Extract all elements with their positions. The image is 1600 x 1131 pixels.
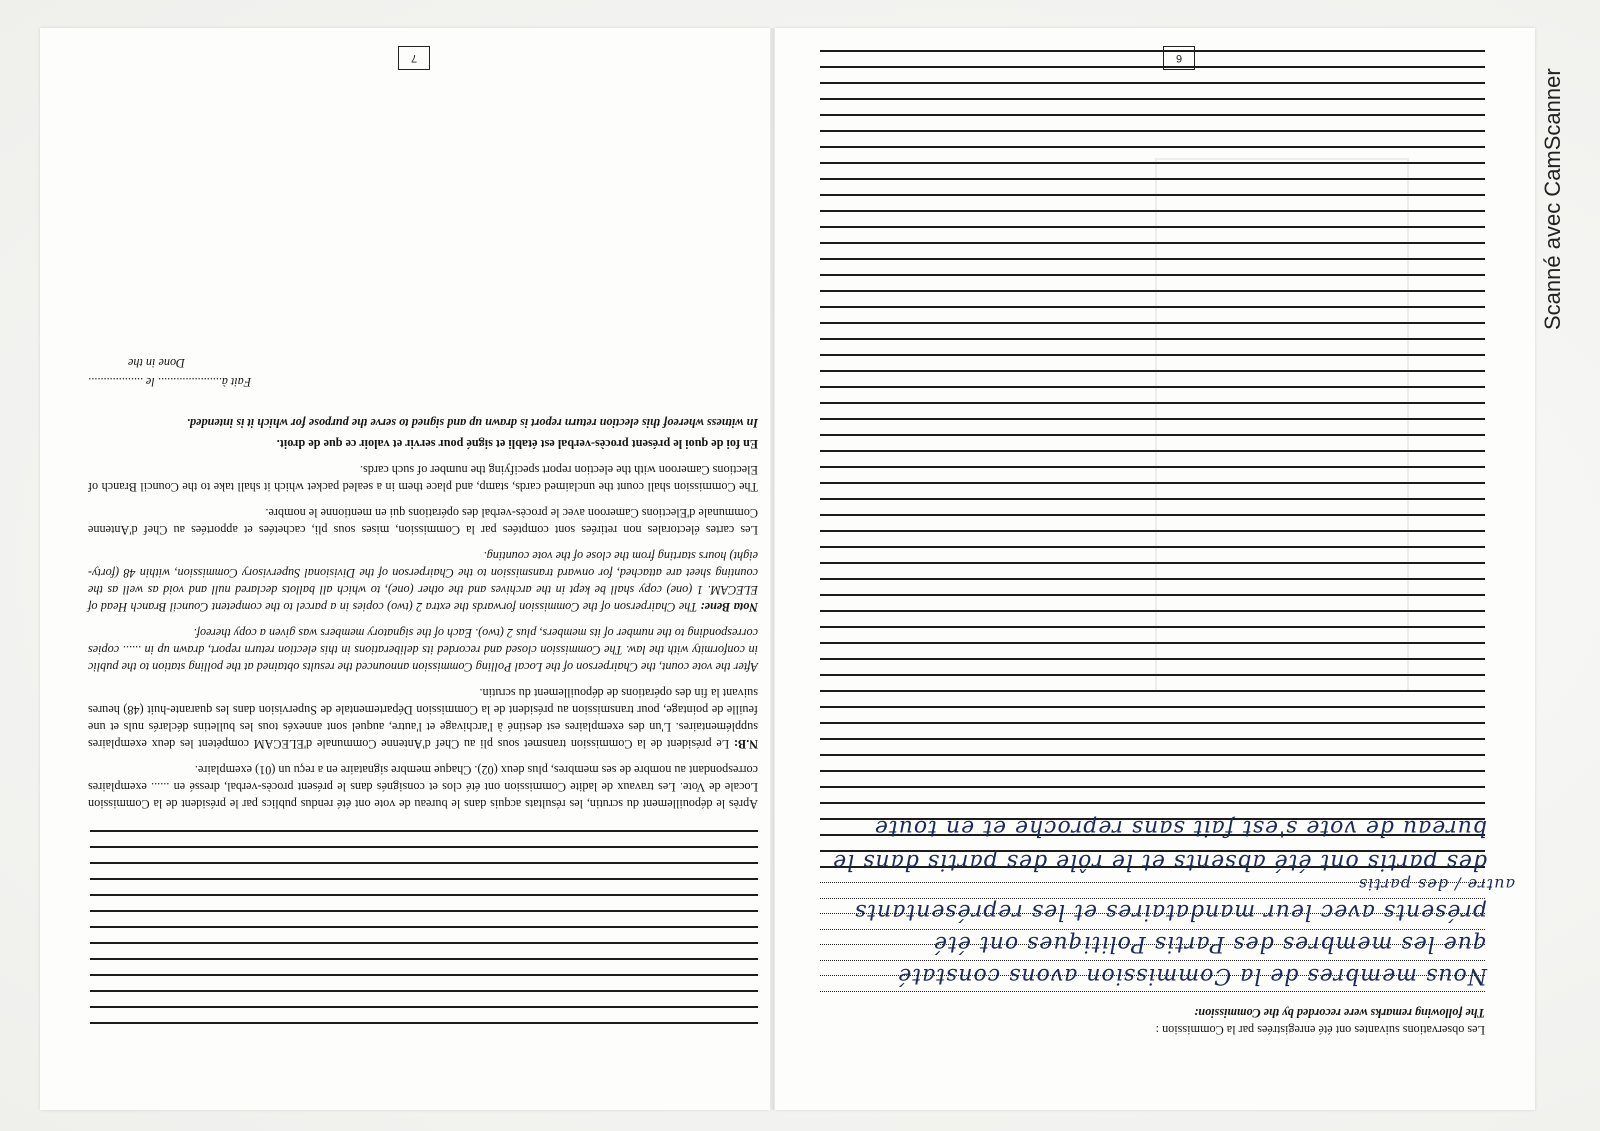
page-right — [775, 28, 1535, 1110]
right-heading — [845, 1004, 1485, 1038]
handwritten-line-2: que les membres des Partis Politiques ont été — [932, 931, 1487, 956]
fait-a-line: Fait à..................... le .................. — [88, 375, 252, 389]
page-fold — [771, 28, 774, 1110]
handwritten-line-3: présents avec leur mandataires et les représentants — [853, 899, 1487, 924]
handwritten-insert: autre / des partis — [1357, 875, 1515, 894]
page-6-upside-down — [775, 28, 1535, 1110]
nota-en — [88, 547, 758, 615]
nb-fr-text: Le président de la Commission transmet sous pli au Chef d'Antenne Communale d'ELECAM compétent les deux exemplaires supplémentaires. L'un des exemplaires est destiné à l'archivage et l'autre, auquel sont annexés tous les bulletins déclarés nuls et une feuille de pointage, pour transmission au président de la Commission Départementale de Supervision dans les quarante-huit (48) heures suivant la fin des opérations de dépouillement du scrutin. — [88, 686, 758, 751]
heading-fr: Les observations suivantes ont été enregistrées par la Commission : — [1155, 1023, 1485, 1037]
para-fr-count: Après le dépouillement du scrutin, les résultats acquis dans le bureau de vote ont été rendus publics par le président de la Commission Locale de Vote. Les travaux de ladite Commission ont été clos et consignés dans le présent procès-verbal, dressé en ...... exemplaires correspondant au nombre de ses membres, plus deux (02). Chaque membre signataire en a reçu un (01) exemplaire. — [88, 763, 758, 811]
para-fr-cards: Les cartes électorales non retirées sont comptées par la Commission, mises sous pli, cachetées et apportées au Chef d'Antenne Communale d'Elections Cameroon avec le procès-verbal des opérations qui en mentionne le nombre. — [88, 506, 758, 537]
para-en-count: After the vote count, the Chairperson of the Local Polling Commission announced the results obtained at the polling station to the public in conformity with the law. The Commission closed and recorded its deliberations in this election return report, drawn up in ...... copies corresponding to the number of its members, plus 2 (two). Each of the signatory members was given a copy thereof. — [88, 626, 758, 674]
handwritten-line-5: bureau de vote s'est fait sans reproche et en toute — [873, 815, 1487, 840]
para-en-cards: The Commission shall count the unclaimed cards, stamp, and place them in a sealed packet which it shall take to the Council Branch of Elections Cameroon with the election report specifying the number of such cards. — [88, 463, 758, 494]
para-fr-witness: En foi de quoi le présent procès-verbal est établi et signé pour servir et valoir ce que de droit. — [276, 437, 758, 451]
handwritten-line-4: des partis ont été absents et le rôle des partis dans le — [832, 849, 1487, 874]
nb-label: N.B: — [733, 737, 758, 751]
handwritten-line-1: Nous membres de la Commission avons constaté — [897, 963, 1487, 988]
done-in-line: Done in the — [128, 356, 185, 370]
page-number-7: 7 — [398, 46, 430, 70]
nota-en-text: The Chairperson of the Commission forwards the extra 2 (two) copies in a parcel to the competent Council Branch Head of ELECAM. 1 (one) copy shall be kept in the archives and the other (one), to which all ballots declared null and void as well as the counting sheet are attached, for onward transmission to the Chairperson of the Divisional Supervisory Commission, within 48 (forty-eight) hours starting from the close of the vote counting. — [88, 549, 758, 614]
para-en-witness: In witness whereof this election return report is drawn up and signed to serve the purpose for which it is intended. — [186, 416, 758, 430]
page-7-upside-down — [40, 28, 770, 1110]
heading-en: The following remarks were recorded by the Commission: — [1194, 1006, 1485, 1020]
page-number-6: 6 — [1163, 46, 1195, 70]
left-text-block — [88, 345, 758, 812]
nota-label: Nota Bene: — [700, 600, 758, 614]
page-left — [40, 28, 770, 1110]
left-ruled-lines — [90, 816, 758, 1024]
camscanner-watermark: Scanné avec CamScanner — [1540, 68, 1565, 330]
nb-fr — [88, 684, 758, 752]
